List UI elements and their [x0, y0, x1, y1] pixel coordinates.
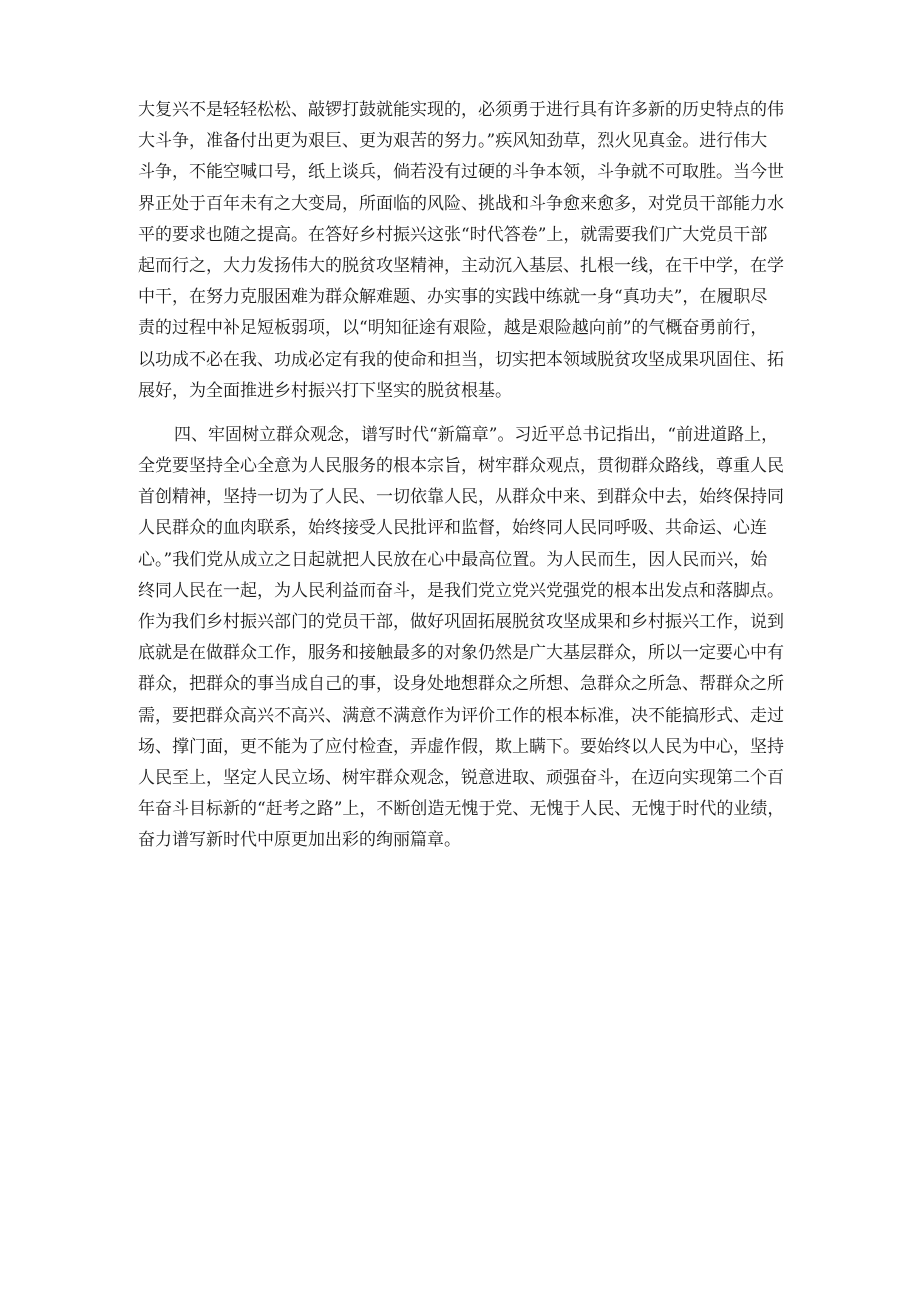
text-line: 人民群众的血肉联系，始终接受人民批评和监督，始终同人民同呼吸、共命运、心连 [138, 518, 767, 539]
text-line: 大斗争，准备付出更为艰巨、更为艰苦的努力。”疾风知劲草，烈火见真金。进行伟大 [138, 131, 768, 152]
text-line: 以功成不必在我、功成必定有我的使命和担当，切实把本领域脱贫攻坚成果巩固住、拓 [138, 349, 784, 370]
text-line: 底就是在做群众工作，服务和接触最多的对象仍然是广大基层群众，所以一定要心中有 [138, 643, 784, 664]
paragraph-section-four [138, 420, 788, 857]
paragraph-continuation [138, 95, 788, 407]
text-line: 起而行之，大力发扬伟大的脱贫攻坚精神，主动沉入基层、扎根一线，在干中学，在学 [138, 255, 784, 276]
document-body [138, 95, 788, 857]
text-line: 群众，把群众的事当成自己的事，设身处地想群众之所想、急群众之所急、帮群众之所 [138, 674, 784, 695]
text-line: 全党要坚持全心全意为人民服务的根本宗旨，树牢群众观点，贯彻群众路线，尊重人民 [138, 456, 784, 477]
paragraph-spacer [138, 407, 788, 420]
text-line: 终同人民在一起，为人民利益而奋斗，是我们党立党兴党强党的根本出发点和落脚点。 [138, 580, 784, 601]
text-line: 平的要求也随之提高。在答好乡村振兴这张“时代答卷”上，就需要我们广大党员干部 [138, 224, 768, 245]
text-line: 需，要把群众高兴不高兴、满意不满意作为评价工作的根本标准，决不能搞形式、走过 [138, 705, 784, 726]
section-heading-line: 四、牢固树立群众观念，谱写时代“新篇章”。习近平总书记指出，“前进道路上， [174, 424, 779, 445]
text-line: 年奋斗目标新的“赶考之路”上，不断创造无愧于党、无愧于人民、无愧于时代的业绩， [138, 799, 785, 820]
text-line: 人民至上，坚定人民立场、树牢群众观念，锐意进取、顽强奋斗，在迈向实现第二个百 [138, 767, 784, 788]
text-line: 奋力谱写新时代中原更加出彩的绚丽篇章。 [138, 830, 461, 851]
text-line: 界正处于百年未有之大变局，所面临的风险、挑战和斗争愈来愈多，对党员干部能力水 [138, 193, 784, 214]
text-line: 心。”我们党从成立之日起就把人民放在心中最高位置。为人民而生，因人民而兴，始 [138, 549, 768, 570]
text-line: 首创精神，坚持一切为了人民、一切依靠人民，从群众中来、到群众中去，始终保持同 [138, 487, 784, 508]
text-line: 中干，在努力克服困难为群众解难题、办实事的实践中练就一身“真功夫”，在履职尽 [138, 287, 768, 308]
text-line: 展好，为全面推进乡村振兴打下坚实的脱贫根基。 [138, 380, 512, 401]
text-line: 责的过程中补足短板弱项，以“明知征途有艰险，越是艰险越向前”的气概奋勇前行， [138, 318, 768, 339]
text-line: 斗争，不能空喊口号，纸上谈兵，倘若没有过硬的斗争本领，斗争就不可取胜。当今世 [138, 162, 784, 183]
text-line: 大复兴不是轻轻松松、敲锣打鼓就能实现的，必须勇于进行具有许多新的历史特点的伟 [138, 100, 784, 120]
text-line: 作为我们乡村振兴部门的党员干部，做好巩固拓展脱贫攻坚成果和乡村振兴工作，说到 [138, 612, 784, 632]
text-line: 场、撑门面，更不能为了应付检查，弄虚作假，欺上瞒下。要始终以人民为中心，坚持 [138, 736, 784, 757]
